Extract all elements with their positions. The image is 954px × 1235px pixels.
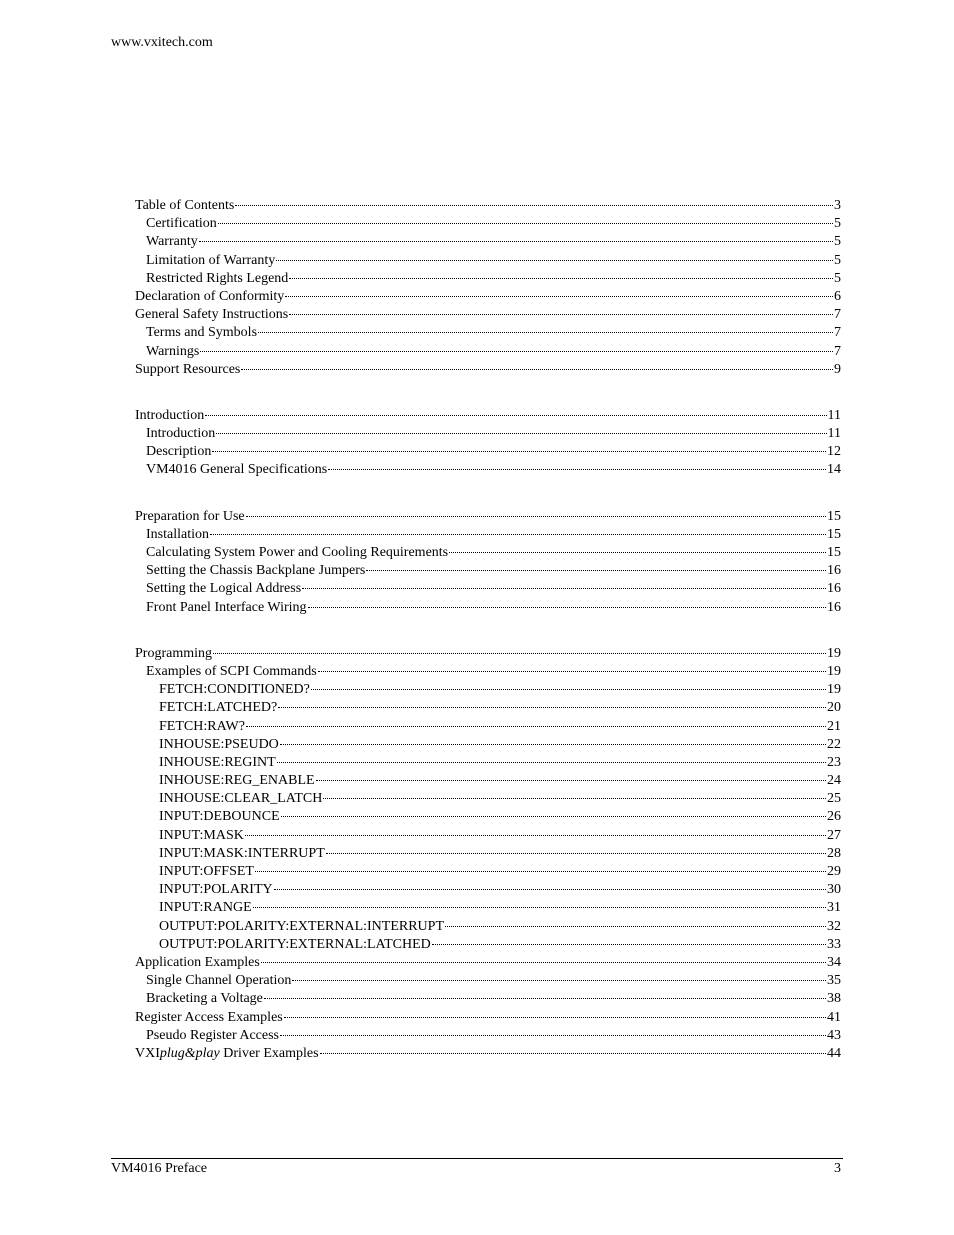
footer-rule: [111, 1158, 843, 1159]
toc-dot-leader: [253, 906, 826, 908]
toc-entry-label: VM4016 General Specifications: [146, 462, 328, 478]
toc-entry-label: Bracketing a Voltage: [146, 991, 263, 1007]
toc-dot-leader: [246, 515, 826, 517]
toc-dot-leader: [285, 295, 833, 297]
toc-entry-label: INHOUSE:REG_ENABLE: [159, 773, 315, 789]
toc-entry[interactable]: [135, 544, 841, 562]
footer-page-number: 3: [834, 1161, 841, 1176]
toc-entry-label: FETCH:CONDITIONED?: [159, 682, 310, 698]
toc-entry-page: 12: [827, 444, 841, 460]
toc-entry-label: INPUT:OFFSET: [159, 864, 254, 879]
toc-entry[interactable]: [135, 863, 841, 881]
toc-entry-label: Single Channel Operation: [146, 973, 292, 989]
toc-dot-leader: [449, 551, 826, 553]
toc-entry-label: INPUT:MASK:INTERRUPT: [159, 845, 325, 861]
footer-title: VM4016 Preface: [111, 1161, 208, 1176]
toc-dot-leader: [274, 888, 826, 890]
toc-entry-label: INHOUSE:REGINT: [159, 754, 276, 770]
toc-entry-page: 5: [834, 270, 841, 286]
toc-entry-label: FETCH:RAW?: [159, 718, 245, 734]
toc-entry-label: Installation: [146, 526, 209, 542]
toc-entry[interactable]: [135, 754, 841, 772]
toc-dot-leader: [308, 606, 826, 608]
toc-entry[interactable]: [135, 270, 841, 288]
toc-entry-label: General Safety Instructions: [135, 307, 289, 323]
toc-dot-leader: [218, 222, 833, 224]
toc-dot-leader: [199, 240, 833, 242]
toc-entry-page: 41: [827, 1009, 841, 1025]
toc-entry-page: 5: [834, 216, 841, 232]
header-url: www.vxitech.com: [111, 35, 213, 50]
toc-entry[interactable]: [135, 827, 841, 845]
toc-entry-page: 14: [827, 462, 841, 478]
toc-entry[interactable]: [135, 1027, 841, 1045]
toc-entry-page: 11: [827, 426, 841, 442]
toc-entry-page: 35: [827, 973, 841, 989]
toc-entry-label: Register Access Examples: [135, 1009, 283, 1025]
toc-entry-page: 25: [827, 791, 841, 807]
toc-entry-label-italic: plug&play: [159, 1045, 220, 1061]
toc-dot-leader: [311, 688, 826, 690]
toc-entry-page: 5: [834, 234, 841, 250]
toc-dot-leader: [281, 815, 826, 817]
toc-entry-page: 26: [827, 809, 841, 825]
toc-entry-label: Description: [146, 444, 212, 460]
toc-entry-label-suffix: Driver Examples: [219, 1045, 319, 1061]
toc-entry-label: [135, 1045, 319, 1063]
toc-entry-label: Restricted Rights Legend: [146, 270, 289, 286]
toc-entry-page: 6: [834, 288, 841, 304]
toc-dot-leader: [213, 652, 826, 654]
toc-entry-label: Declaration of Conformity: [135, 288, 285, 304]
toc-dot-leader: [280, 743, 826, 745]
toc-entry[interactable]: [135, 918, 841, 936]
toc-entry[interactable]: [135, 1045, 841, 1063]
toc-entry[interactable]: [135, 990, 841, 1008]
toc-entry[interactable]: [135, 526, 841, 544]
toc-dot-leader: [280, 1034, 826, 1036]
toc-entry-page: 15: [827, 526, 841, 542]
toc-entry-label: FETCH:LATCHED?: [159, 700, 278, 716]
toc-dot-leader: [255, 870, 826, 872]
toc-group: [135, 508, 841, 617]
toc-entry[interactable]: [135, 645, 841, 663]
toc-dot-leader: [276, 259, 833, 261]
toc-entry[interactable]: [135, 324, 841, 342]
toc-entry-page: 7: [834, 307, 841, 323]
toc-entry-page: 9: [834, 361, 841, 377]
toc-entry-label: Setting the Chassis Backplane Jumpers: [146, 563, 366, 579]
toc-entry-page: 29: [827, 864, 841, 879]
toc-entry[interactable]: [135, 663, 841, 681]
toc-dot-leader: [205, 414, 826, 416]
toc-entry[interactable]: [135, 288, 841, 306]
toc-entry-label: Support Resources: [135, 361, 241, 377]
toc-entry[interactable]: [135, 461, 841, 479]
toc-dot-leader: [241, 368, 833, 370]
toc-entry[interactable]: [135, 562, 841, 580]
toc-entry-page: 16: [827, 599, 841, 615]
toc-entry-page: 20: [827, 700, 841, 716]
toc-group: [135, 407, 841, 480]
toc-dot-leader: [246, 725, 826, 727]
toc-entry-label: Limitation of Warranty: [146, 252, 276, 268]
toc-entry[interactable]: [135, 772, 841, 790]
toc-entry-label: Setting the Logical Address: [146, 581, 302, 597]
table-of-contents: [135, 197, 841, 1063]
toc-entry[interactable]: [135, 343, 841, 361]
toc-entry[interactable]: [135, 736, 841, 754]
toc-entry-label: INHOUSE:CLEAR_LATCH: [159, 791, 323, 807]
toc-dot-leader: [320, 1052, 826, 1054]
toc-entry[interactable]: [135, 306, 841, 324]
toc-entry-page: 34: [827, 954, 841, 970]
toc-entry-label: OUTPUT:POLARITY:EXTERNAL:INTERRUPT: [159, 918, 445, 934]
toc-entry-label: INPUT:DEBOUNCE: [159, 809, 280, 825]
toc-entry-label: INPUT:MASK: [159, 827, 244, 843]
toc-entry[interactable]: [135, 599, 841, 617]
toc-entry-page: 38: [827, 991, 841, 1007]
toc-entry[interactable]: [135, 580, 841, 598]
toc-entry[interactable]: [135, 407, 841, 425]
toc-entry[interactable]: [135, 790, 841, 808]
toc-entry-page: 22: [827, 736, 841, 752]
toc-entry-page: 23: [827, 754, 841, 770]
toc-group: [135, 197, 841, 379]
toc-dot-leader: [289, 277, 833, 279]
toc-dot-leader: [316, 779, 826, 781]
toc-entry-label: Certification: [146, 216, 217, 232]
toc-entry-label: Introduction: [135, 407, 205, 423]
toc-entry[interactable]: [135, 881, 841, 899]
toc-entry-page: 32: [827, 918, 841, 934]
toc-dot-leader: [318, 670, 826, 672]
toc-entry-label: INHOUSE:PSEUDO: [159, 736, 279, 752]
toc-entry-page: 27: [827, 827, 841, 843]
toc-dot-leader: [323, 797, 826, 799]
toc-entry-page: 16: [827, 581, 841, 597]
toc-entry-label-prefix: VXI: [135, 1045, 160, 1061]
toc-dot-leader: [302, 587, 826, 589]
toc-entry-page: 30: [827, 882, 841, 898]
toc-entry-label: Table of Contents: [135, 198, 235, 213]
toc-entry-label: Warnings: [146, 343, 200, 359]
toc-dot-leader: [277, 761, 826, 763]
toc-entry-label: Preparation for Use: [135, 508, 245, 524]
toc-entry-label: INPUT:RANGE: [159, 900, 252, 916]
toc-entry-label: Front Panel Interface Wiring: [146, 599, 307, 615]
toc-entry-page: 44: [827, 1045, 841, 1061]
toc-dot-leader: [261, 961, 826, 963]
toc-entry[interactable]: [135, 233, 841, 251]
toc-dot-leader: [210, 533, 826, 535]
toc-entry[interactable]: [135, 718, 841, 736]
toc-entry[interactable]: [135, 361, 841, 379]
toc-dot-leader: [326, 852, 826, 854]
toc-dot-leader: [212, 450, 826, 452]
toc-entry-page: 11: [827, 407, 841, 423]
toc-dot-leader: [258, 331, 833, 333]
toc-entry[interactable]: [135, 972, 841, 990]
toc-entry[interactable]: [135, 699, 841, 717]
toc-entry-page: 19: [827, 645, 841, 661]
toc-entry-page: 28: [827, 845, 841, 861]
toc-entry-label: Terms and Symbols: [146, 325, 258, 341]
toc-entry[interactable]: [135, 899, 841, 917]
toc-entry-page: 7: [834, 325, 841, 341]
toc-entry[interactable]: [135, 681, 841, 699]
toc-dot-leader: [284, 1016, 826, 1018]
toc-entry[interactable]: [135, 443, 841, 461]
toc-dot-leader: [366, 569, 826, 571]
toc-dot-leader: [200, 350, 833, 352]
toc-entry-page: 15: [827, 545, 841, 560]
toc-entry[interactable]: [135, 936, 841, 954]
toc-entry-page: 19: [827, 682, 841, 698]
toc-dot-leader: [278, 706, 826, 708]
toc-entry-page: 21: [827, 718, 841, 734]
toc-entry-page: 24: [827, 773, 841, 789]
toc-dot-leader: [432, 943, 826, 945]
toc-entry-label: OUTPUT:POLARITY:EXTERNAL:LATCHED: [159, 936, 431, 952]
toc-entry[interactable]: [135, 845, 841, 863]
toc-entry-page: 33: [827, 936, 841, 952]
toc-entry-label: INPUT:POLARITY: [159, 882, 273, 898]
toc-entry[interactable]: [135, 808, 841, 826]
toc-dot-leader: [445, 925, 826, 927]
toc-group: [135, 645, 841, 1063]
toc-dot-leader: [289, 313, 833, 315]
toc-entry-page: 31: [827, 900, 841, 916]
toc-entry-label: Programming: [135, 645, 212, 661]
toc-entry-label: Warranty: [146, 234, 198, 250]
toc-entry-page: 5: [834, 252, 841, 268]
toc-entry-page: 43: [827, 1027, 841, 1043]
toc-dot-leader: [216, 432, 826, 434]
toc-entry[interactable]: [135, 508, 841, 526]
toc-entry[interactable]: [135, 215, 841, 233]
toc-dot-leader: [328, 468, 826, 470]
toc-entry-label: Pseudo Register Access: [146, 1027, 279, 1043]
toc-entry-page: 7: [834, 343, 841, 359]
toc-dot-leader: [264, 997, 826, 999]
toc-dot-leader: [292, 979, 826, 981]
toc-entry-page: 16: [827, 563, 841, 579]
toc-dot-leader: [245, 834, 826, 836]
toc-entry-label: Application Examples: [135, 954, 260, 970]
toc-entry[interactable]: [135, 1009, 841, 1027]
toc-entry[interactable]: [135, 197, 841, 215]
toc-entry[interactable]: [135, 425, 841, 443]
toc-entry[interactable]: [135, 252, 841, 270]
toc-entry-label: Calculating System Power and Cooling Requirements: [146, 545, 449, 560]
toc-entry-label: Examples of SCPI Commands: [146, 663, 317, 679]
toc-entry-page: 3: [834, 198, 841, 213]
toc-entry-page: 15: [827, 508, 841, 524]
toc-entry[interactable]: [135, 954, 841, 972]
toc-dot-leader: [235, 204, 833, 206]
toc-entry-label: Introduction: [146, 426, 216, 442]
toc-entry-page: 19: [827, 663, 841, 679]
